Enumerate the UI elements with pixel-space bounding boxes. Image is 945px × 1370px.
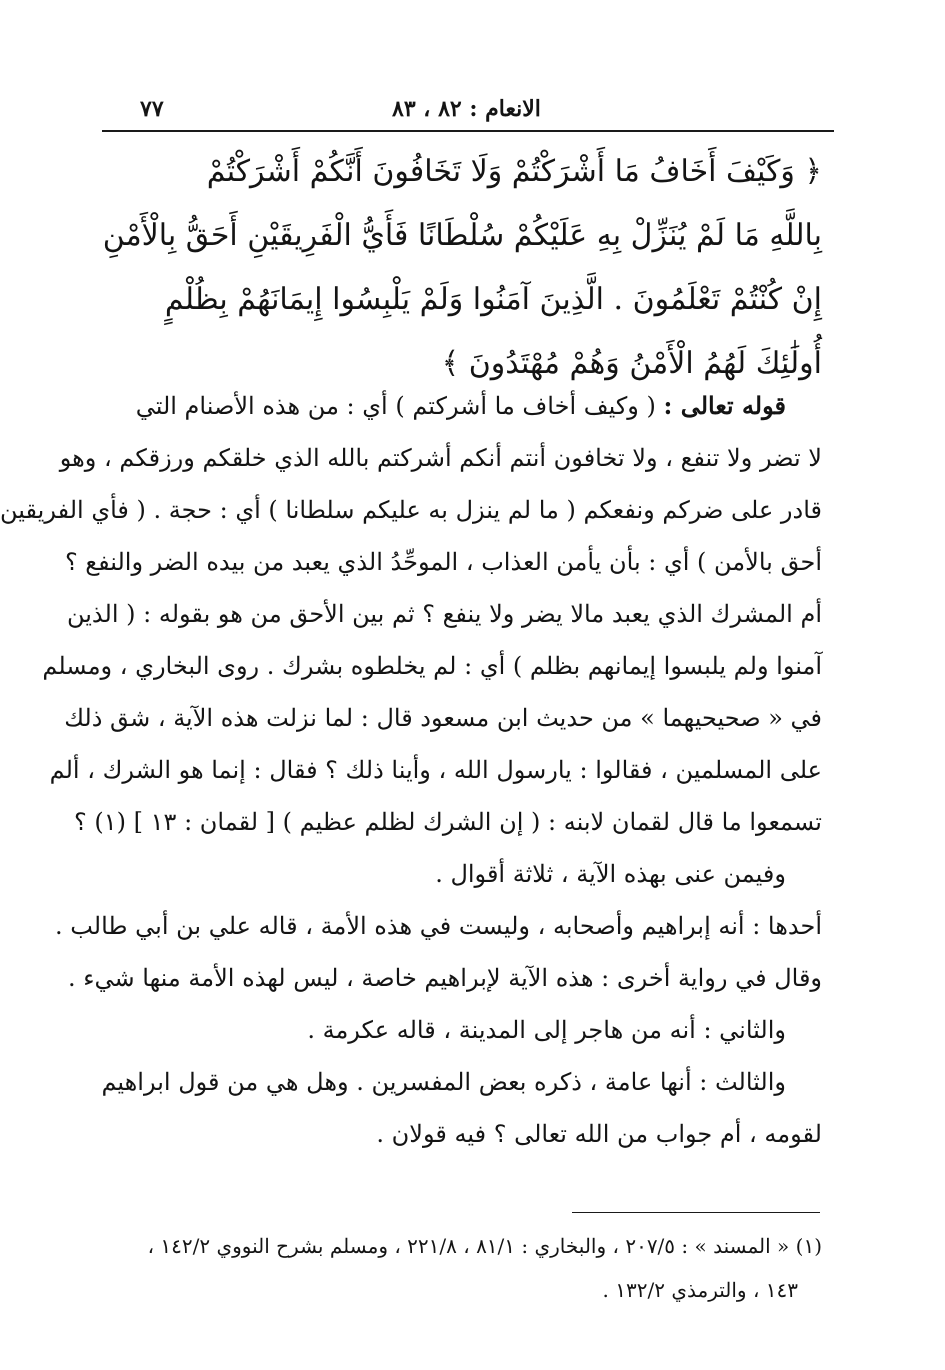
paragraph-line: وقال في رواية أخرى : هذه الآية لإبراهيم خاصة ، ليس لهذه الأمة منها شيء . — [67, 964, 822, 992]
paragraph-line: والثالث : أنها عامة ، ذكره بعض المفسرين . وهل هي من قول ابراهيم — [101, 1068, 786, 1096]
paragraph-line — [102, 380, 822, 432]
book-page — [2, 0, 945, 1370]
lead-phrase: قوله تعالى : — [663, 391, 786, 420]
paragraph-line: تسمعوا ما قال لقمان لابنه : ( إن الشرك لظلم عظيم ) [ لقمان : ١٣ ] (١) ؟ — [74, 808, 822, 836]
page-number: ٧٧ — [140, 96, 164, 122]
paragraph-line: في « صحيحيهما » من حديث ابن مسعود قال : لما نزلت هذه الآية ، شق ذلك — [64, 704, 822, 732]
verse-line: ﴿ وَكَيْفَ أَخَافُ مَا أَشْرَكْتُمْ وَلَا تَخَافُونَ أَنَّكُمْ أَشْرَكْتُمْ — [206, 154, 822, 189]
footnote-divider — [572, 1212, 820, 1213]
verse-line: إِنْ كُنْتُمْ تَعْلَمُونَ . الَّذِينَ آمَنُوا وَلَمْ يَلْبِسُوا إِيمَانَهُمْ بِظُلْمٍ — [164, 282, 822, 317]
paragraph-line: آمنوا ولم يلبسوا إيمانهم بظلم ) أي : لم يخلطوه بشرك . روى البخاري ، ومسلم — [42, 652, 822, 680]
verse-line: أُولَٰئِكَ لَهُمُ الْأَمْنُ وَهُمْ مُهْتَدُونَ ﴾ — [441, 346, 822, 381]
paragraph-line: قادر على ضركم ونفعكم ( ما لم ينزل به عليكم سلطانا ) أي : حجة . ( فأي الفريقين — [0, 496, 822, 524]
paragraph-line: أحدها : أنه إبراهيم وأصحابه ، وليست في هذه الأمة ، قاله علي بن أبي طالب . — [54, 912, 822, 940]
verse-line: بِاللَّهِ مَا لَمْ يُنَزِّلْ بِهِ عَلَيْكُمْ سُلْطَانًا فَأَيُّ الْفَرِيقَيْنِ أَحَقُّ بِالْأَمْنِ — [102, 218, 822, 253]
paragraph-line: على المسلمين ، فقالوا : يارسول الله ، وأينا ذلك ؟ فقال : إنما هو الشرك ، ألم — [49, 756, 822, 784]
page-header — [112, 92, 832, 132]
paragraph-line: وفيمن عنى بهذه الآية ، ثلاثة أقوال . — [435, 860, 786, 888]
commentary-text — [0, 380, 822, 1160]
footnote-line: ١٤٣ ، والترمذي ١٣٢/٢ . — [602, 1278, 798, 1302]
paragraph-line: أم المشرك الذي يعبد مالا يضر ولا ينفع ؟ ثم بين الأحق من هو بقوله : ( الذين — [66, 600, 822, 628]
footnote-line: (١) « المسند » : ٢٠٧/٥ ، والبخاري : ٨١/١ ، ٢٢١/٨ ، ومسلم بشرح النووي ١٤٢/٢ ، — [147, 1234, 822, 1258]
paragraph-line: لقومه ، أم جواب من الله تعالى ؟ فيه قولان . — [376, 1120, 822, 1148]
line-text: ( وكيف أخاف ما أشركتم ) أي : من هذه الأصنام التي — [135, 392, 656, 420]
paragraph-line: والثاني : أنه من هاجر إلى المدينة ، قاله عكرمة . — [307, 1016, 786, 1044]
header-divider — [102, 130, 834, 132]
quran-verse-block — [102, 140, 822, 396]
running-title: الانعام : ٨٢ ، ٨٣ — [392, 96, 541, 122]
footnotes — [82, 1224, 822, 1312]
paragraph-line: لا تضر ولا تنفع ، ولا تخافون أنتم أنكم أشركتم بالله الذي خلقكم ورزقكم ، وهو — [59, 444, 822, 472]
paragraph-line: أحق بالأمن ) أي : بأن يأمن العذاب ، الموحِّدُ الذي يعبد من بيده الضر والنفع ؟ — [64, 548, 822, 576]
